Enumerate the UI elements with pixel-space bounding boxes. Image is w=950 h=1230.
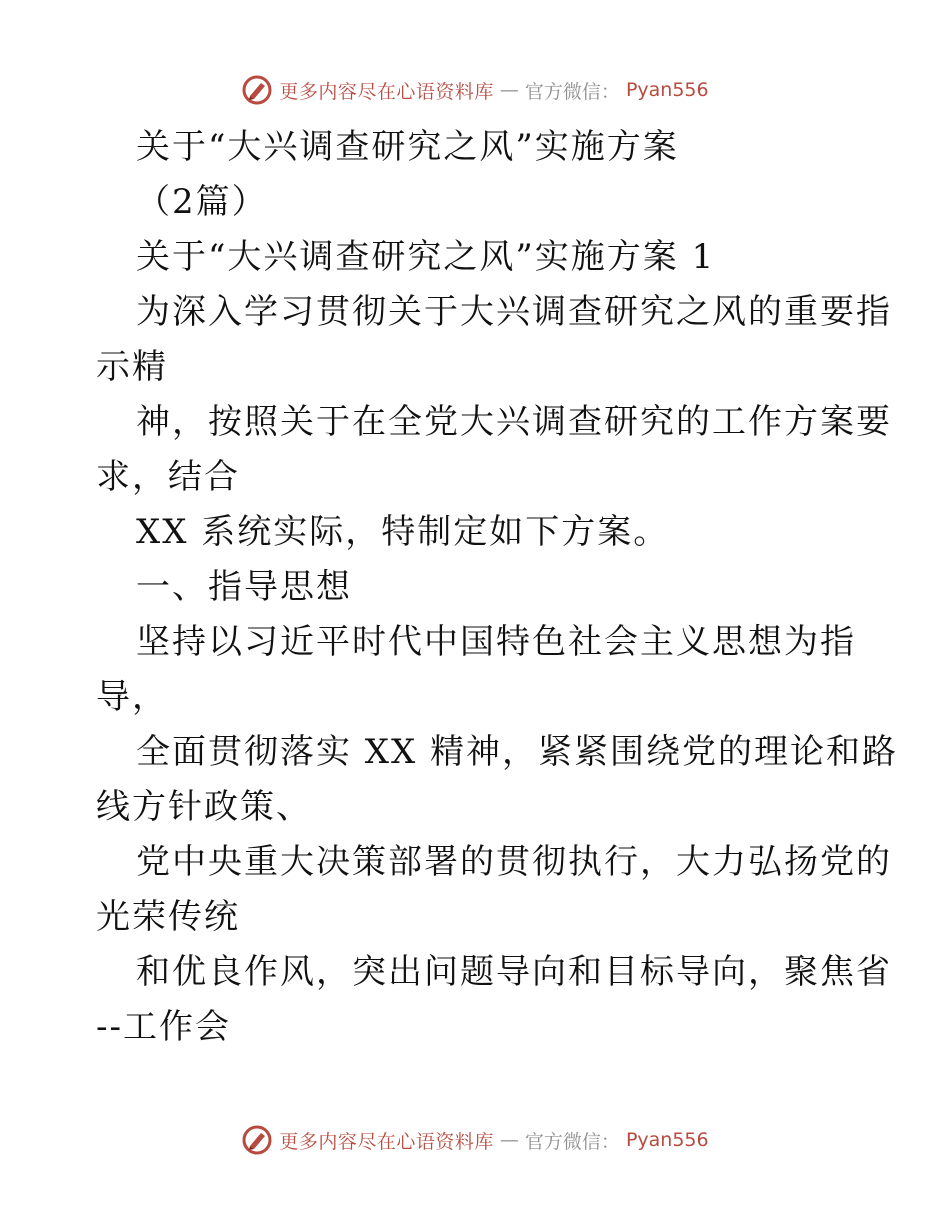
document-line: 关于“大兴调查研究之风”实施方案 1 [136, 237, 716, 277]
watermark-account: Pyan556 [625, 79, 709, 101]
pen-logo-icon [241, 1124, 273, 1156]
footer-watermark [0, 1120, 950, 1160]
document-line: 坚持以习近平时代中国特色社会主义思想为指 [136, 622, 856, 662]
document-line: 神，按照关于在全党大兴调查研究的工作方案要 [136, 402, 892, 442]
document-line: （2篇） [136, 182, 268, 222]
document-line: 和优良作风，突出问题导向和目标导向，聚焦省 [136, 952, 892, 992]
document-line: 关于“大兴调查研究之风”实施方案 [136, 127, 679, 167]
document-line: 导， [96, 677, 168, 717]
document-line: 一、指导思想 [136, 567, 352, 607]
document-line: 党中央重大决策部署的贯彻执行，大力弘扬党的 [136, 842, 892, 882]
watermark-wechat-label: 官方微信： [524, 80, 620, 103]
document-body [96, 120, 899, 1055]
watermark-text: 更多内容尽在心语资料库 [279, 1130, 494, 1153]
watermark-separator: — [499, 1129, 519, 1151]
document-line: --工作会 [96, 1007, 231, 1047]
pen-logo-icon [241, 74, 273, 106]
document-line: 全面贯彻落实 XX 精神，紧紧围绕党的理论和路 [136, 732, 899, 772]
document-line: 求，结合 [96, 457, 240, 497]
watermark-wechat-label: 官方微信： [524, 1130, 620, 1153]
document-line: XX 系统实际，特制定如下方案。 [136, 512, 670, 552]
document-line: 为深入学习贯彻关于大兴调查研究之风的重要指 [136, 292, 892, 332]
watermark-separator: — [499, 79, 519, 101]
document-line: 示精 [96, 347, 168, 387]
document-line: 光荣传统 [96, 897, 240, 937]
watermark-account: Pyan556 [625, 1129, 709, 1151]
header-watermark [0, 70, 950, 110]
watermark-text: 更多内容尽在心语资料库 [279, 80, 494, 103]
document-line: 线方针政策、 [96, 787, 312, 827]
